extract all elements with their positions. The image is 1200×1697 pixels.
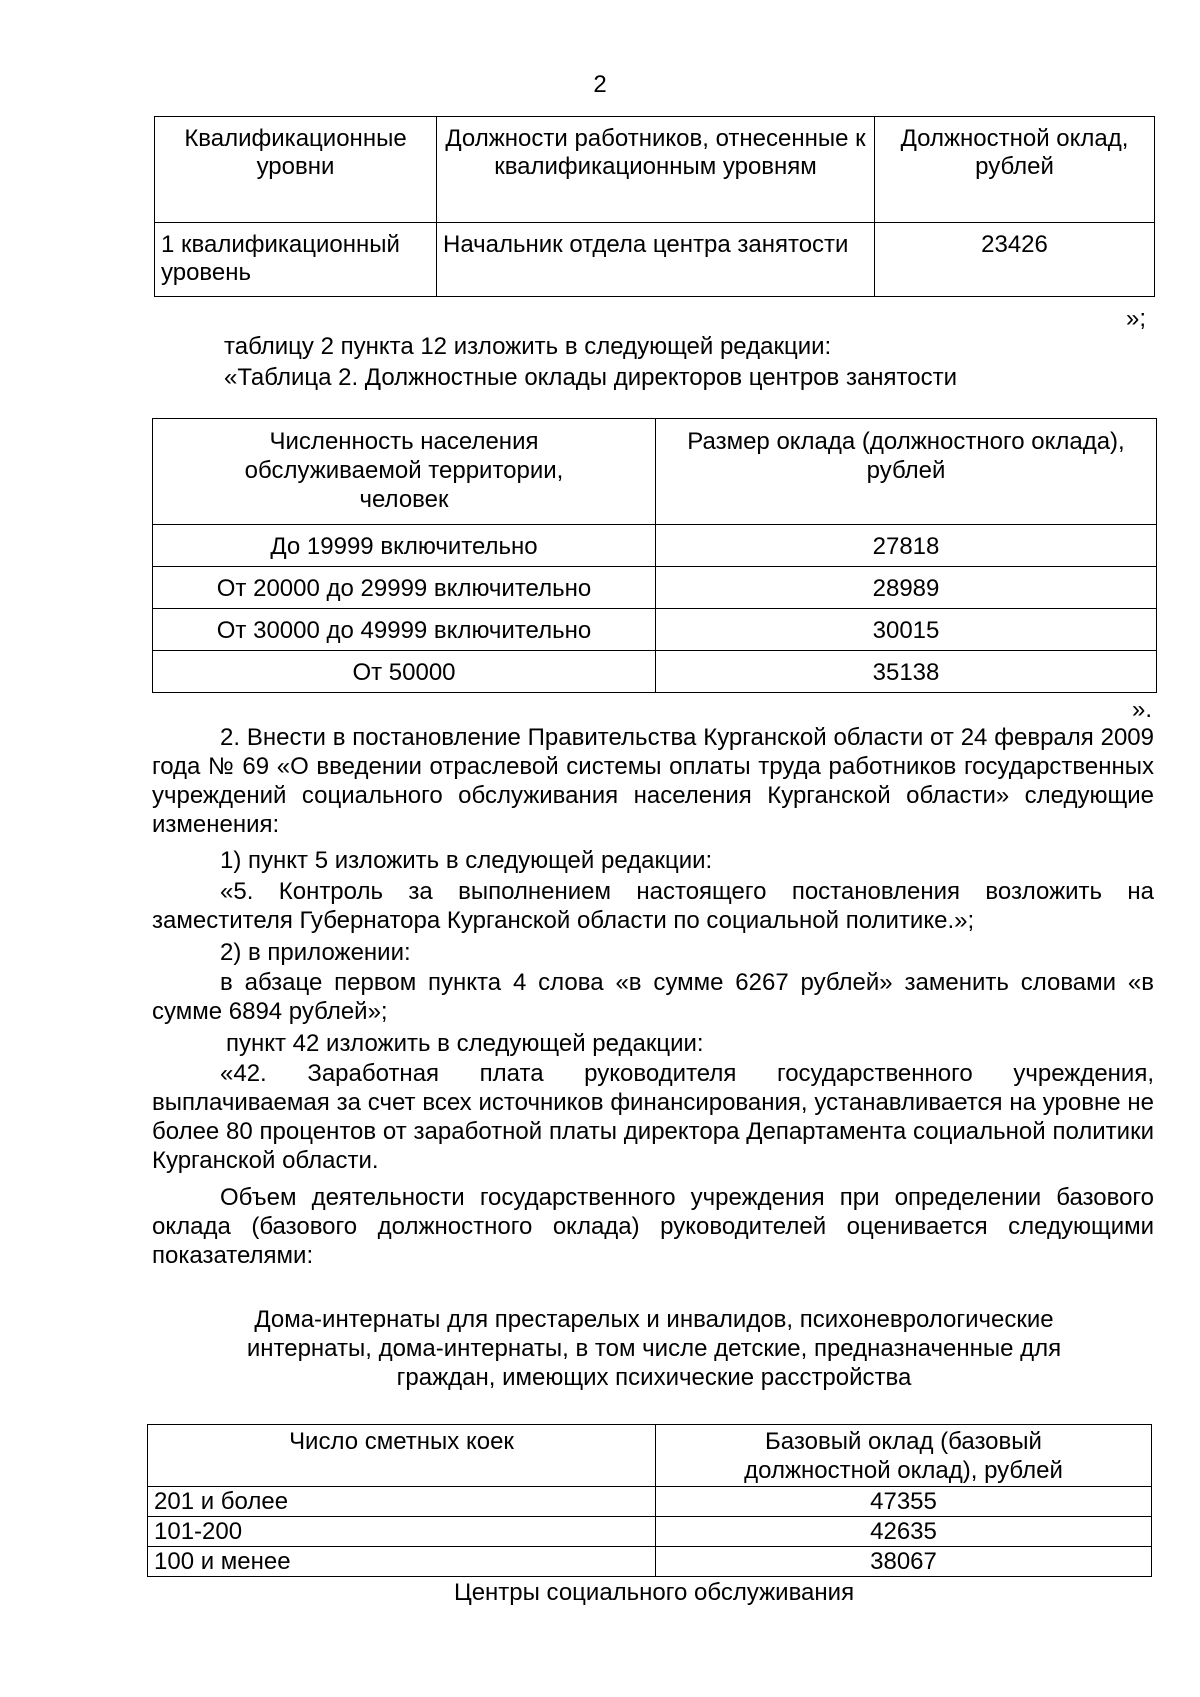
header-cell: Должности работников, отнесенные к квалификационным уровням <box>437 117 875 223</box>
table-cell: 23426 <box>875 223 1155 297</box>
paragraph: в абзаце первом пункта 4 слова «в сумме 6267 рублей» заменить словами «в сумме 6894 рублей»; <box>152 969 1154 1025</box>
table-row <box>148 1547 1152 1577</box>
paragraph: «42. Заработная плата руководителя государственного учреждения, выплачиваемая за счет всех источников финансирования, устанавливается на уровне не более 80 процентов от заработной платы директора Департамента социальной политики Курганской области. <box>152 1060 1154 1174</box>
table-cell: От 30000 до 49999 включительно <box>153 609 656 651</box>
table-row <box>153 567 1157 609</box>
intro-line: таблицу 2 пункта 12 изложить в следующей редакции: <box>224 333 832 360</box>
table-cell: 1 квалификационный уровень <box>155 223 437 297</box>
section-heading-line: интернаты, дома-интернаты, в том числе детские, предназначенные для <box>246 1335 1062 1362</box>
table-header-row <box>155 117 1155 223</box>
table-cell: 30015 <box>656 609 1157 651</box>
header-cell: Размер оклада (должностного оклада), рублей <box>656 419 1157 525</box>
table-cell: 47355 <box>656 1487 1152 1517</box>
table-cell: 27818 <box>656 525 1157 567</box>
table-row <box>148 1517 1152 1547</box>
table-header-row <box>148 1425 1152 1487</box>
table-cell: 201 и более <box>148 1487 656 1517</box>
header-cell: Численность населения обслуживаемой территории, человек <box>153 419 656 525</box>
page-number: 2 <box>593 71 607 98</box>
section-heading-line: граждан, имеющих психические расстройства <box>396 1364 912 1391</box>
table-cell: 35138 <box>656 651 1157 693</box>
table-cell: От 20000 до 29999 включительно <box>153 567 656 609</box>
table-cell: До 19999 включительно <box>153 525 656 567</box>
table-cell: 101-200 <box>148 1517 656 1547</box>
header-cell: Должностной оклад, рублей <box>875 117 1155 223</box>
header-cell: Базовый оклад (базовый должностной оклад), рублей <box>656 1425 1152 1487</box>
table-cell: От 50000 <box>153 651 656 693</box>
bottom-heading: Центры социального обслуживания <box>453 1579 855 1606</box>
paragraph: Объем деятельности государственного учреждения при определении базового оклада (базового должностного оклада) руководителей оценивается следующими показателями: <box>152 1184 1154 1269</box>
table-cell: 42635 <box>656 1517 1152 1547</box>
table-cell: 28989 <box>656 567 1157 609</box>
table-cell: Начальник отдела центра занятости <box>437 223 875 297</box>
table2-closing-quote: ». <box>1132 696 1153 723</box>
table-header-row <box>153 419 1157 525</box>
header-cell: Квалификационные уровни <box>155 117 437 223</box>
table-cell: 38067 <box>656 1547 1152 1577</box>
paragraph: 2. Внести в постановление Правительства Курганской области от 24 февраля 2009 года № 69 «О введении отраслевой системы оплаты труда работников государственных учреждений социального обслуживания населения Курганской области» следующие изменения: <box>152 724 1154 838</box>
table-row <box>153 651 1157 693</box>
director-salary-table <box>152 418 1157 693</box>
qualification-table <box>154 116 1155 297</box>
table-row <box>153 609 1157 651</box>
paragraph: 1) пункт 5 изложить в следующей редакции: <box>220 847 713 874</box>
table-row <box>155 223 1155 297</box>
section-heading-line: Дома-интернаты для престарелых и инвалидов, психоневрологические <box>254 1306 1054 1333</box>
table-row <box>153 525 1157 567</box>
header-cell: Число сметных коек <box>148 1425 656 1487</box>
paragraph: пункт 42 изложить в следующей редакции: <box>226 1030 704 1057</box>
table1-closing-quote: »; <box>1126 305 1147 332</box>
table-cell: 100 и менее <box>148 1547 656 1577</box>
table-row <box>148 1487 1152 1517</box>
section-heading <box>152 1305 1156 1392</box>
table2-caption: «Таблица 2. Должностные оклады директоров центров занятости <box>224 364 958 391</box>
paragraph: 2) в приложении: <box>220 939 411 966</box>
base-salary-table <box>147 1424 1152 1577</box>
paragraph: «5. Контроль за выполнением настоящего постановления возложить на заместителя Губернатора Курганской области по социальной политике.»; <box>152 878 1154 934</box>
